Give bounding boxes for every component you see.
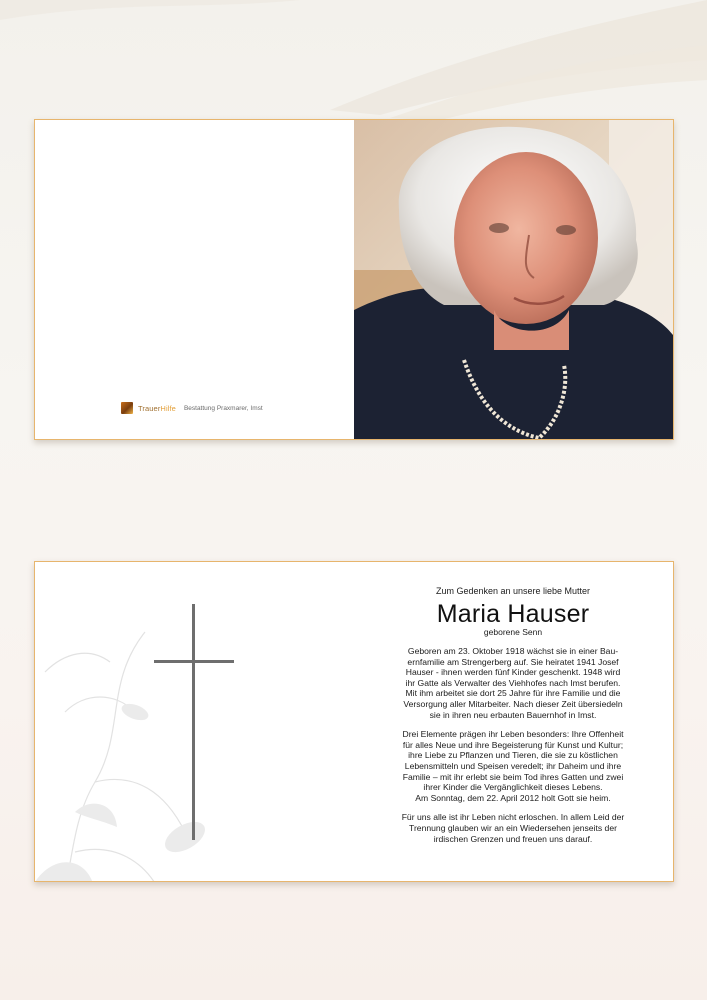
- deceased-name: Maria Hauser: [436, 600, 590, 628]
- memorial-intro: Zum Gedenken an unsere liebe Mutter: [435, 586, 591, 596]
- cross-horizontal-beam: [154, 660, 234, 663]
- card-inside: [34, 561, 674, 882]
- logo-brand: TrauerHilfe: [138, 403, 176, 413]
- portrait-photo: [354, 120, 673, 439]
- closing-paragraph: Für uns alle ist ihr Leben nicht erloschen. In allem Leid der Trennung glauben wir an ein Wiedersehen jenseits der irdischen Grenzen und freuen uns darauf.: [401, 812, 625, 844]
- floral-ornament: [35, 592, 235, 882]
- life-elements-paragraph: Drei Elemente prägen ihr Leben besonders: Ihre Offenheit für alles Neue und ihre Begeisterung für Kunst und Kultur; ihre Liebe zu Pflanzen und Tieren, die sie zu köstlichen Lebensmitteln und Speisen veredelt; ihr Daheim und ihre Familie – mit ihr erlebt sie beim Tod ihres Gatten und zwei ihrer Kinder die Vergänglichkeit dieses Lebens. Am Sonntag, dem 22. April 2012 holt Gott sie heim.: [402, 729, 624, 803]
- logo-mark-icon: [121, 402, 133, 414]
- obituary-text: [379, 586, 647, 853]
- cross-vertical-beam: [192, 604, 195, 840]
- card-front-back-panel: [35, 120, 354, 439]
- logo-subtitle: Bestattung Praxmarer, Imst: [183, 404, 263, 412]
- card-front: [34, 119, 674, 440]
- maiden-name: geborene Senn: [483, 627, 543, 637]
- portrait-image: [354, 120, 673, 439]
- biography-paragraph: Geboren am 23. Oktober 1918 wächst sie in einer Bau- ernfamilie am Strengerberg auf. Sie heiratet 1941 Josef Hauser - ihnen werden fünf Kinder geschenkt. 1948 wird ihr Gatte als Verwalter des Viehhofes nach Imst berufen. Mit ihm arbeitet sie dort 25 Jahre für ihre Familie und die Versorgung aller Mitarbeiter. Nach dieser Zeit übersiedeln sie in ihren neu erbauten Bauernhof in Imst.: [403, 646, 623, 720]
- funeral-home-logo: [121, 402, 263, 414]
